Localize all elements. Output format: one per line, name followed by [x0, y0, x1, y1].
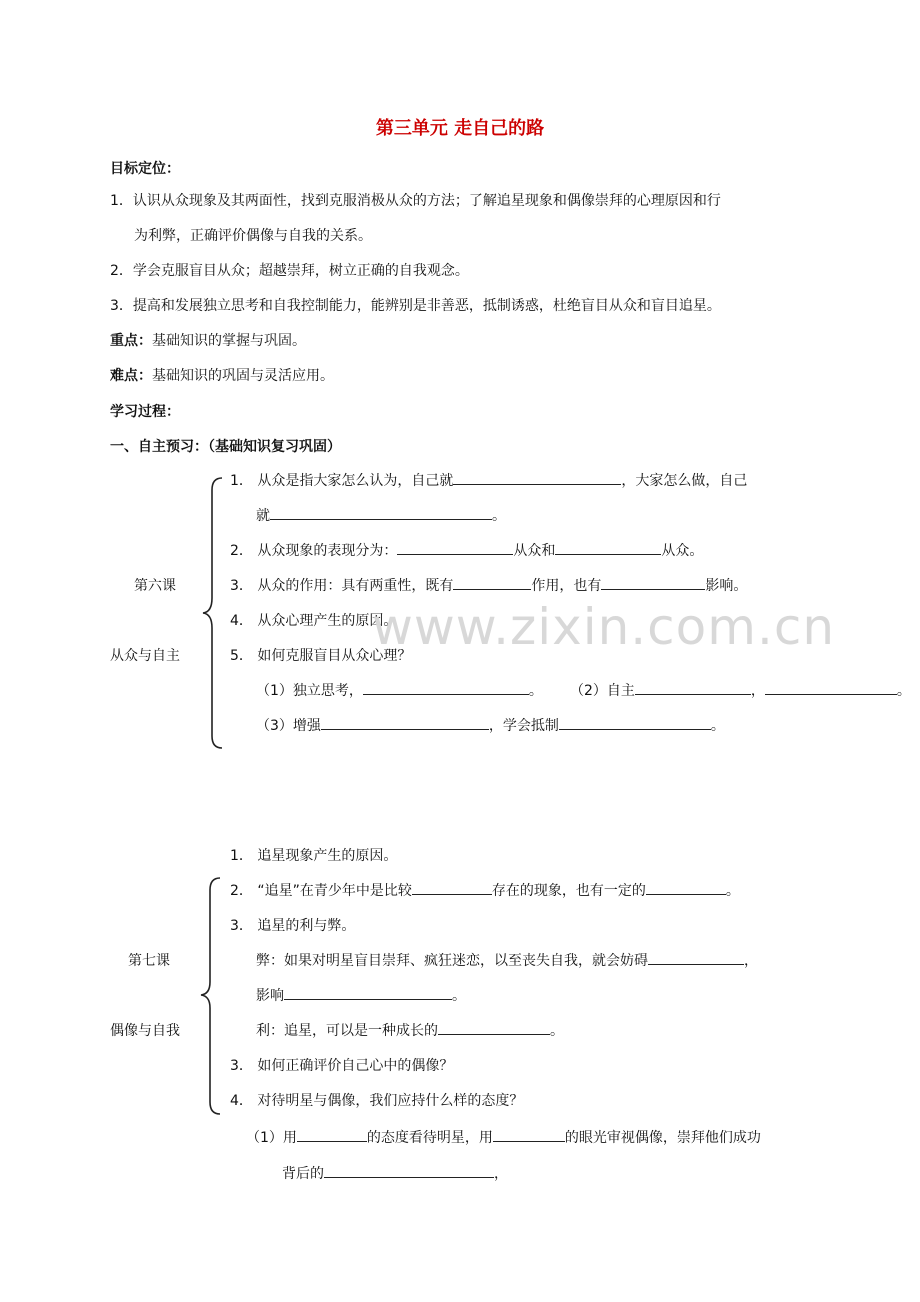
l6-q5-3-blank[interactable] [321, 715, 489, 730]
l7-q2-text: 2． “追星”在青少年中是比较 [230, 883, 412, 899]
l6-q2 [230, 540, 703, 560]
l6-q5-3 [256, 715, 725, 735]
l7-q4-1-blank[interactable] [297, 1127, 367, 1142]
l7-q4-1-blank3[interactable] [324, 1163, 494, 1178]
l6-q3-blank[interactable] [453, 575, 531, 590]
l6-q5-3-text: （3）增强 [256, 718, 321, 734]
l7-bad-blank2[interactable] [284, 985, 452, 1000]
goal-text: 认识从众现象及其两面性，找到克服消极从众的方法；了解追星现象和偶像崇拜的心理原因和行 [132, 193, 721, 209]
l7-q3b: 3． 如何正确评价自己心中的偶像？ [230, 1058, 454, 1074]
l6-q2-blank2[interactable] [555, 540, 661, 555]
l7-good-text: 利：追星，可以是一种成长的 [256, 1023, 438, 1039]
l6-q3-text: 3． 从众的作用：具有两重性，既有 [230, 578, 454, 594]
l7-q3: 3． 追星的利与弊。 [230, 918, 356, 934]
l6-q1-text2: ，大家怎么做，自己 [621, 473, 748, 489]
goal-text: 提高和发展独立思考和自我控制能力，能辨别是非善恶，抵制诱惑，杜绝盲目从众和盲目追星。 [132, 298, 721, 314]
l7-q1: 1． 追星现象产生的原因。 [230, 848, 398, 864]
l6-q1 [230, 470, 747, 490]
l7-q2-blank2[interactable] [646, 880, 726, 895]
l7-bad-comma: ， [744, 953, 758, 969]
l7-bad-end: 。 [452, 988, 466, 1004]
goals-heading: 目标定位： [110, 161, 180, 177]
goal-num: 3． [110, 298, 133, 314]
l6-q5-2-comma: ， [750, 683, 765, 699]
lesson7-brace [198, 876, 224, 1116]
l6-q2-text2: 从众和 [513, 543, 556, 559]
l6-q1-blank[interactable] [453, 470, 621, 485]
page-title: 第三单元 走自己的路 [375, 118, 545, 139]
l6-q4: 4． 从众心理产生的原因。 [230, 613, 398, 629]
l6-q2-blank[interactable] [397, 540, 513, 555]
difficult-label: 难点： [110, 368, 152, 384]
lesson6-label: 第六课 [134, 578, 176, 594]
l6-q1-text: 1． 从众是指大家怎么认为，自己就 [230, 473, 454, 489]
goal-2 [110, 260, 469, 280]
watermark: www.zixin.com.cn [372, 598, 836, 656]
l6-q1-text3: 就 [256, 508, 270, 524]
goal-1 [110, 190, 721, 210]
l6-q2-text3: 从众。 [661, 543, 704, 559]
l7-q4-1-text: （1）用 [246, 1130, 297, 1146]
l7-q4-1-text4: 背后的 [282, 1166, 324, 1182]
goal-text: 学会克服盲目从众；超越崇拜，树立正确的自我观念。 [132, 263, 469, 279]
l7-bad-cont [256, 985, 466, 1005]
l7-q4-1-cont [282, 1163, 508, 1183]
l6-q1-cont [256, 505, 506, 525]
lesson6-brace [200, 476, 226, 750]
l7-q2-end: 。 [725, 883, 740, 899]
l6-q5-3-blank2[interactable] [559, 715, 711, 730]
l7-q4-1-text3: 的眼光审视偶像，崇拜他们成功 [564, 1130, 761, 1146]
l7-q4-1 [246, 1127, 761, 1147]
lesson7-subtitle: 偶像与自我 [110, 1023, 180, 1039]
l7-good [256, 1020, 564, 1040]
key-text: 基础知识的掌握与巩固。 [152, 333, 306, 349]
l6-q5-2-text: （2）自主 [570, 683, 635, 699]
goal-num: 2． [110, 263, 133, 279]
l7-q2-text2: 存在的现象，也有一定的 [491, 883, 646, 899]
l6-q3-text2: 作用，也有 [531, 578, 602, 594]
l6-q3-blank2[interactable] [601, 575, 705, 590]
l6-q5-2-end: 。 [896, 683, 911, 699]
l6-q5-1-text: （1）独立思考， [256, 683, 363, 699]
l6-q1-blank2[interactable] [270, 505, 492, 520]
l6-q3-text3: 影响。 [705, 578, 748, 594]
difficult-point [110, 365, 334, 385]
l7-good-blank[interactable] [438, 1020, 550, 1035]
l7-q2 [230, 880, 740, 900]
l6-q5-2-blank[interactable] [635, 680, 751, 695]
lesson7-label: 第七课 [128, 953, 170, 969]
l7-q4-1-end: ， [494, 1166, 508, 1182]
goal-3 [110, 295, 721, 315]
l6-q2-text: 2． 从众现象的表现分为： [230, 543, 398, 559]
process-heading: 学习过程： [110, 404, 180, 420]
l7-bad-blank[interactable] [648, 950, 744, 965]
l6-q5-1 [256, 680, 543, 700]
l7-bad-text: 弊：如果对明星盲目崇拜、疯狂迷恋，以至丧失自我，就会妨碍 [256, 953, 648, 969]
lesson6-subtitle: 从众与自主 [110, 648, 180, 664]
l7-good-end: 。 [550, 1023, 564, 1039]
l7-q4: 4． 对待明星与偶像，我们应持什么样的态度？ [230, 1093, 524, 1109]
l6-q5-1-end: 。 [528, 683, 543, 699]
goal-1-cont: 为利弊，正确评价偶像与自我的关系。 [134, 228, 372, 244]
l7-bad-text2: 影响 [256, 988, 284, 1004]
key-point [110, 330, 306, 350]
l6-q3 [230, 575, 747, 595]
l7-q4-1-text2: 的态度看待明星，用 [366, 1130, 493, 1146]
l6-q5-3-end: 。 [710, 718, 725, 734]
section-1-heading: 一、自主预习：（基础知识复习巩固） [110, 439, 341, 455]
l7-bad [256, 950, 758, 970]
key-label: 重点： [110, 333, 152, 349]
l6-q1-text4: 。 [492, 508, 506, 524]
l6-q5-3-text2: ，学会抵制 [488, 718, 559, 734]
l6-q5: 5． 如何克服盲目从众心理？ [230, 648, 412, 664]
l7-q2-blank[interactable] [412, 880, 492, 895]
difficult-text: 基础知识的巩固与灵活应用。 [152, 368, 334, 384]
l6-q5-2 [570, 680, 911, 700]
l6-q5-2-blank2[interactable] [765, 680, 897, 695]
l6-q5-1-blank[interactable] [363, 680, 529, 695]
goal-num: 1． [110, 193, 133, 209]
l7-q4-1-blank2[interactable] [493, 1127, 565, 1142]
